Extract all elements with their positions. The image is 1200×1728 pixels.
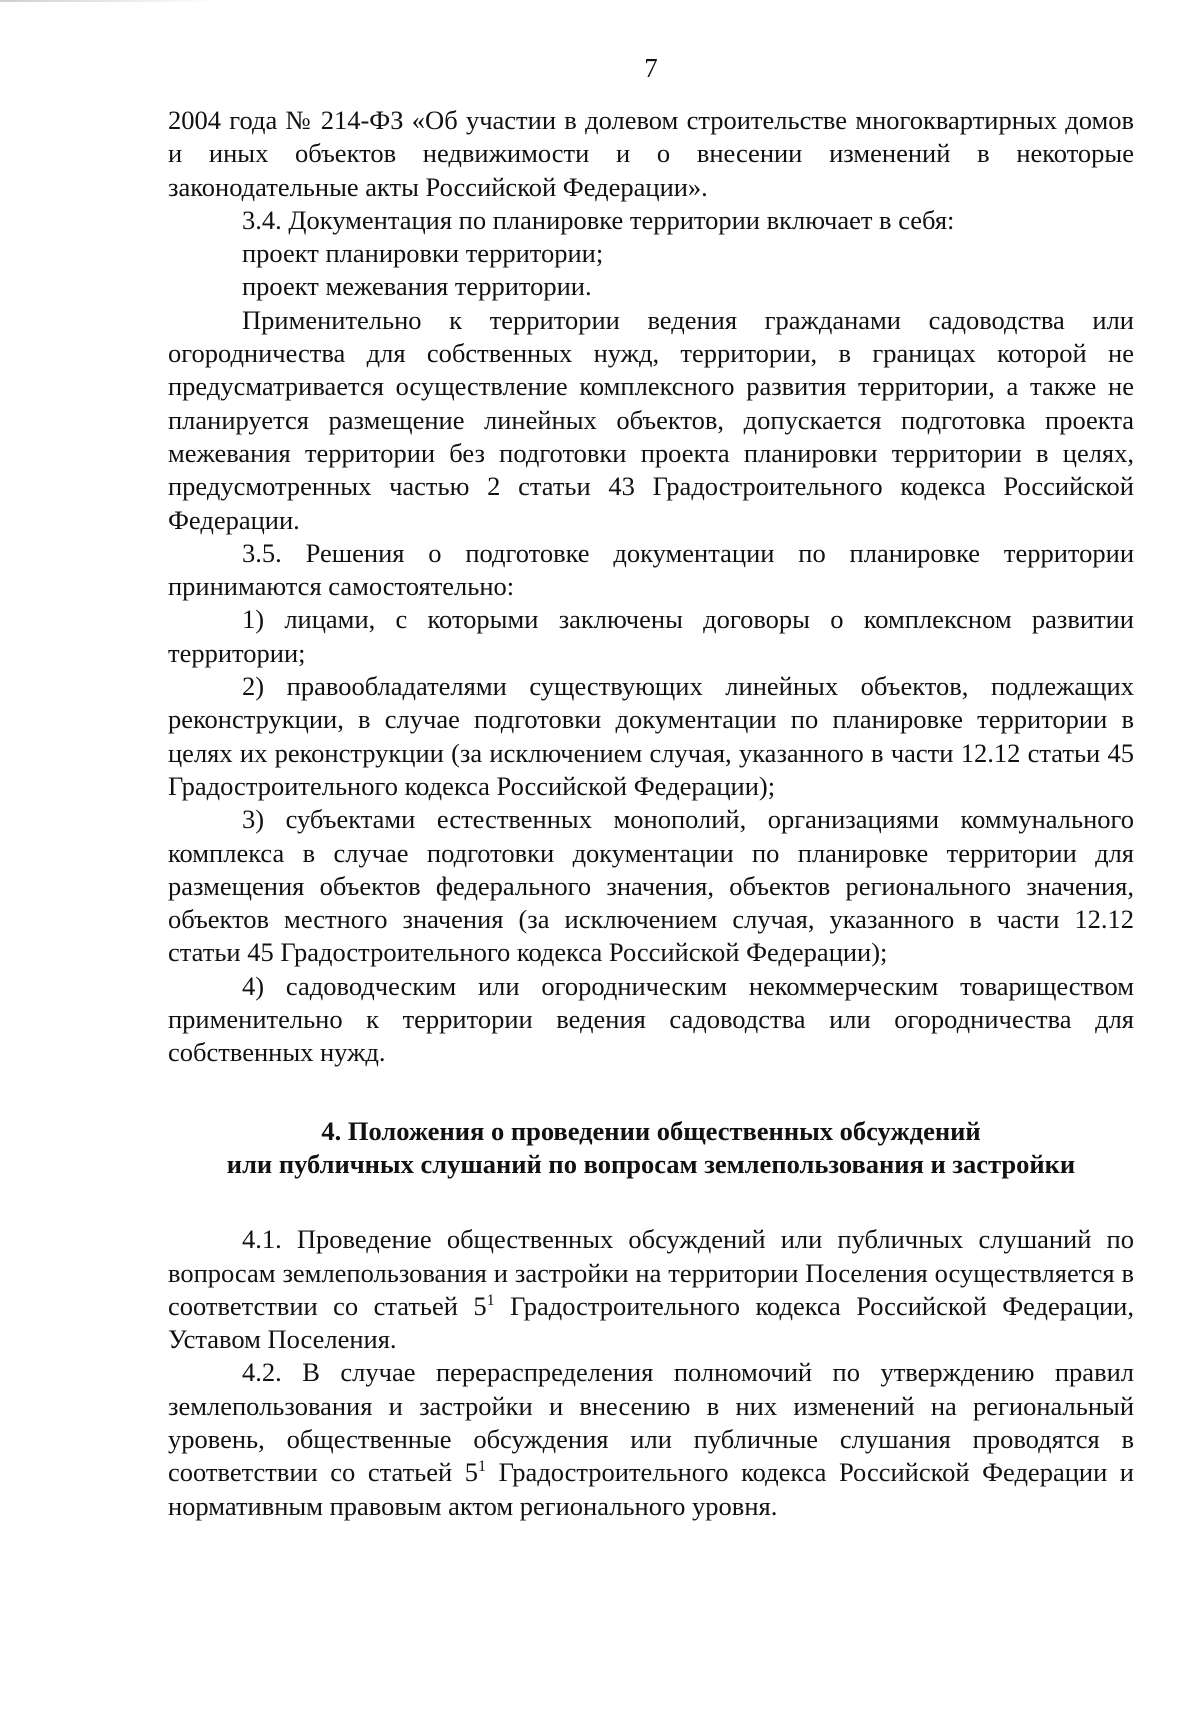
paragraph: 3.4. Документация по планировке территории включает в себя: [242, 204, 955, 235]
paragraph: 2004 года № 214-ФЗ «Об участии в долевом строительстве многоквартирных домов и иных объектов недвижимости и о внесении изменений в некоторые законодательные акты Российской Федерации». [168, 105, 1134, 202]
paragraph-4-2 [168, 1356, 1134, 1522]
document-page [168, 52, 1134, 1523]
list-item: 2) правообладателями существующих линейных объектов, подлежащих реконструкции, в случае подготовки документации по планировке территории в целях их реконструкции (за исключением случая, указанного в части 12.12 статьи 45 Градостроительного кодекса Российской Федерации); [168, 671, 1134, 801]
superscript: 1 [486, 1291, 495, 1309]
paragraph-text: Градостроительного кодекса Российской Федерации, Уставом Поселения. [168, 1290, 1134, 1355]
section-heading-line-2: или публичных слушаний по вопросам землепользования и застройки [226, 1148, 1076, 1179]
paragraph-4-1 [168, 1223, 1134, 1356]
list-item: 4) садоводческим или огородническим некоммерческим товариществом применительно к территории ведения садоводства или огородничества для собственных нужд. [168, 970, 1134, 1068]
section-heading [168, 1115, 1134, 1182]
paragraph: Применительно к территории ведения гражданами садоводства или огородничества для собственных нужд, территории, в границах которой не предусматривается осуществление комплексного развития территории, а также не планируется размещение линейных объектов, допускается подготовка проекта межевания территории без подготовки проекта планировки территории в целях, предусмотренных частью 2 статьи 43 Градостроительного кодекса Российской Федерации. [168, 304, 1134, 535]
scan-edge-mark [0, 0, 220, 2]
list-item: 3) субъектами естественных монополий, организациями коммунального комплекса в случае подготовки документации по планировке территории для размещения объектов федерального значения, объектов регионального значения, объектов местного значения (за исключением случая, указанного в части 12.12 статьи 45 Градостроительного кодекса Российской Федерации); [168, 804, 1134, 968]
list-item: 1) лицами, с которыми заключены договоры о комплексном развитии территории; [168, 604, 1134, 668]
paragraph: проект планировки территории; [242, 238, 604, 269]
paragraph-text: Градостроительного кодекса Российской Федерации и нормативным правовым актом регионального уровня. [168, 1457, 1134, 1521]
superscript: 1 [478, 1458, 487, 1476]
paragraph-text: 4.1. Проведение общественных обсуждений или публичных слушаний по вопросам землепользования и застройки на территории Поселения осуществляется в соответствии со статьей 5 [168, 1224, 1134, 1321]
page-number: 7 [644, 53, 658, 83]
paragraph-text: 4.2. В случае перераспределения полномочий по утверждению правил землепользования и застройки и внесению в них изменений на региональный уровень, общественные обсуждения или публичные слушания проводятся в соответствии со статьей 5 [168, 1357, 1134, 1488]
section-heading-line-1: 4. Положения о проведении общественных обсуждений [321, 1115, 981, 1146]
paragraph: проект межевания территории. [242, 271, 592, 302]
paragraph: 3.5. Решения о подготовке документации по планировке территории принимаются самостоятельно: [168, 537, 1134, 602]
